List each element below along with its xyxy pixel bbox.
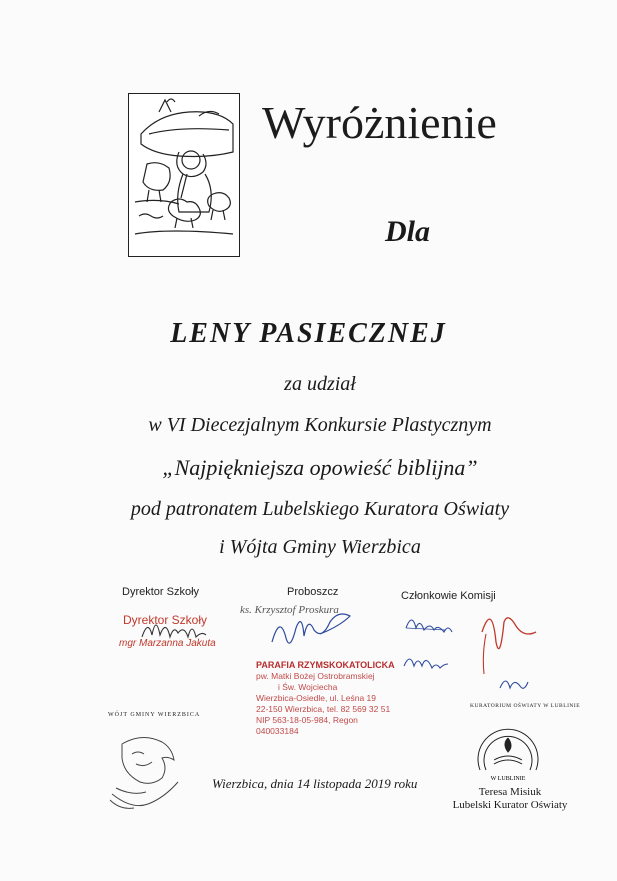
ark-drawing-icon (129, 94, 239, 256)
competition-name: „Najpiękniejsza opowieść biblijna” (162, 455, 478, 480)
gmina-emblem-icon (102, 724, 192, 814)
parish-stamp-line: NIP 563-18-05-984, Regon 040033184 (256, 715, 358, 736)
issue-date: Wierzbica, dnia 14 listopada 2019 roku (212, 776, 418, 791)
commission-title: Członkowie Komisji (401, 590, 496, 602)
for-label: Dla (385, 215, 430, 248)
kurator-name: Teresa Misiuk (478, 786, 542, 798)
kuratorium-logo-icon (468, 712, 548, 782)
parish-stamp-line: 22-150 Wierzbica, tel. 82 569 32 51 (256, 704, 391, 714)
body-line-4: pod patronatem Lubelskiego Kuratora Oświaty (130, 498, 510, 520)
parish-stamp-line: i Św. Wojciecha (278, 682, 338, 692)
director-stamp-title: Dyrektor Szkoły (123, 613, 208, 627)
recipient-name: LENY PASIECZNEJ (170, 318, 447, 349)
parish-stamp-line: pw. Matki Bożej Ostrobramskiej (256, 671, 375, 681)
body-line-5: i Wójta Gminy Wierzbica (219, 536, 421, 558)
priest-signature-icon (268, 612, 368, 657)
director-signature-icon (140, 615, 210, 645)
body-line-1: za udział (284, 373, 356, 395)
certificate-title: Wyróżnienie (262, 97, 497, 148)
parish-stamp (256, 660, 396, 737)
kurator-role: Lubelski Kurator Oświaty (452, 799, 568, 811)
parish-stamp-line: PARAFIA RZYMSKOKATOLICKA (256, 660, 395, 670)
commission-signatures-icon (400, 604, 560, 696)
gmina-label: WÓJT GMINY WIERZBICA (108, 712, 201, 718)
director-stamp-name: mgr Marzanna Jakuta (119, 638, 216, 649)
priest-title: Proboszcz (287, 586, 339, 598)
priest-name: ks. Krzysztof Proskura (240, 604, 339, 616)
director-title: Dyrektor Szkoły (122, 586, 200, 598)
kuratorium-logo-text: KURATORIUM OŚWIATY W LUBLINIE (470, 703, 581, 709)
parish-stamp-line: Wierzbica-Osiedle, ul. Leśna 19 (256, 693, 377, 703)
noah-ark-illustration (128, 93, 240, 257)
body-line-2: w VI Diecezjalnym Konkursie Plastycznym (148, 414, 492, 436)
svg-text:W LUBLINIE: W LUBLINIE (490, 776, 526, 782)
